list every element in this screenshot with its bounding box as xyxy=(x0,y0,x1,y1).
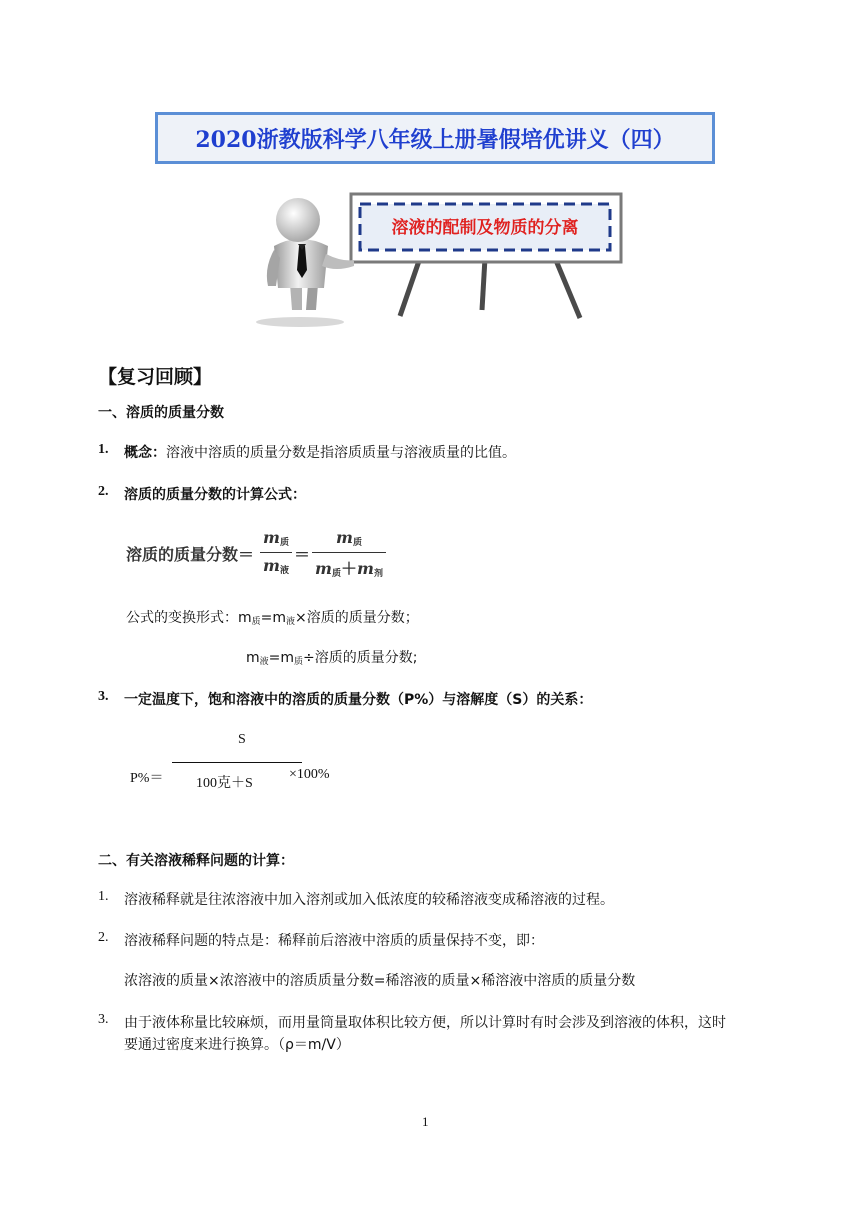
formula-lhs: 溶质的质量分数＝ xyxy=(126,545,255,564)
s1-item1 xyxy=(124,442,516,462)
frac2-numerator: $m_质$ xyxy=(336,528,362,548)
s2-item2-text: 溶液稀释问题的特点是：稀释前后溶液中溶质的质量保持不变，即： xyxy=(124,933,544,949)
title-box xyxy=(155,112,715,164)
presenter-illustration xyxy=(250,188,630,328)
s2-item3-text-cont: 要通过密度来进行换算。（ρ＝m/V） xyxy=(124,1037,350,1053)
section2-heading: 二、有关溶液稀释问题的计算： xyxy=(98,853,294,869)
easel-legs xyxy=(400,258,580,318)
mass-fraction-formula xyxy=(126,528,396,584)
s2-item1-text: 溶液稀释就是往浓溶液中加入溶剂或加入低浓度的较稀溶液变成稀溶液的过程。 xyxy=(124,892,614,908)
p-numerator: S xyxy=(238,732,246,747)
transform-line-2: $m_液=m_质\div$溶质的质量分数; xyxy=(246,650,418,667)
board-label: 溶液的配制及物质的分离 xyxy=(391,218,579,238)
p-times: ×100% xyxy=(289,767,330,782)
section1-heading: 一、溶质的质量分数 xyxy=(98,405,224,421)
formula-equals: ＝ xyxy=(294,545,311,564)
review-heading: 【复习回顾】 xyxy=(98,366,213,388)
s2-item2-number: 2. xyxy=(98,930,109,945)
concept-label: 概念： xyxy=(124,445,166,461)
dilution-equation: 浓溶液的质量×浓溶液中的溶质质量分数=稀溶液的质量×稀溶液中溶质的质量分数 xyxy=(124,973,636,989)
s2-item1-number: 1. xyxy=(98,889,109,904)
p-fraction-bar xyxy=(172,762,302,763)
page-title: 2020浙教版科学八年级上册暑假培优讲义（四） xyxy=(195,126,675,153)
frac2-bar xyxy=(312,552,386,553)
p-denominator: 100克＋S xyxy=(196,776,253,791)
saturation-heading: 一定温度下，饱和溶液中的溶质的质量分数（P%）与溶解度（S）的关系： xyxy=(124,692,593,708)
frac1-bar xyxy=(260,552,292,553)
transform-label: 公式的变换形式： xyxy=(126,610,238,626)
concept-text: 溶液中溶质的质量分数是指溶质质量与溶液质量的比值。 xyxy=(166,445,516,461)
p-lhs: P%＝ xyxy=(130,771,164,786)
s2-item3-text: 由于液体称量比较麻烦，而用量筒量取体积比较方便，所以计算时有时会涉及到溶液的体积，这时 xyxy=(124,1015,726,1031)
page-number: 1 xyxy=(422,1114,429,1129)
formula-heading: 溶质的质量分数的计算公式： xyxy=(124,487,306,503)
s2-item3-number: 3. xyxy=(98,1012,109,1027)
frac1-numerator: $m_质$ xyxy=(263,528,289,548)
transform-line-1: 公式的变换形式：$m_质=m_液\times$溶质的质量分数； xyxy=(126,610,419,627)
presenter-figure xyxy=(256,198,354,327)
frac1-denominator: $m_液$ xyxy=(263,556,289,576)
s1-item2-number: 2. xyxy=(98,484,109,499)
frac2-denominator: $m_质+m_剂$ xyxy=(315,559,383,579)
s1-item1-number: 1. xyxy=(98,442,109,457)
s1-item3-number: 3. xyxy=(98,689,109,704)
